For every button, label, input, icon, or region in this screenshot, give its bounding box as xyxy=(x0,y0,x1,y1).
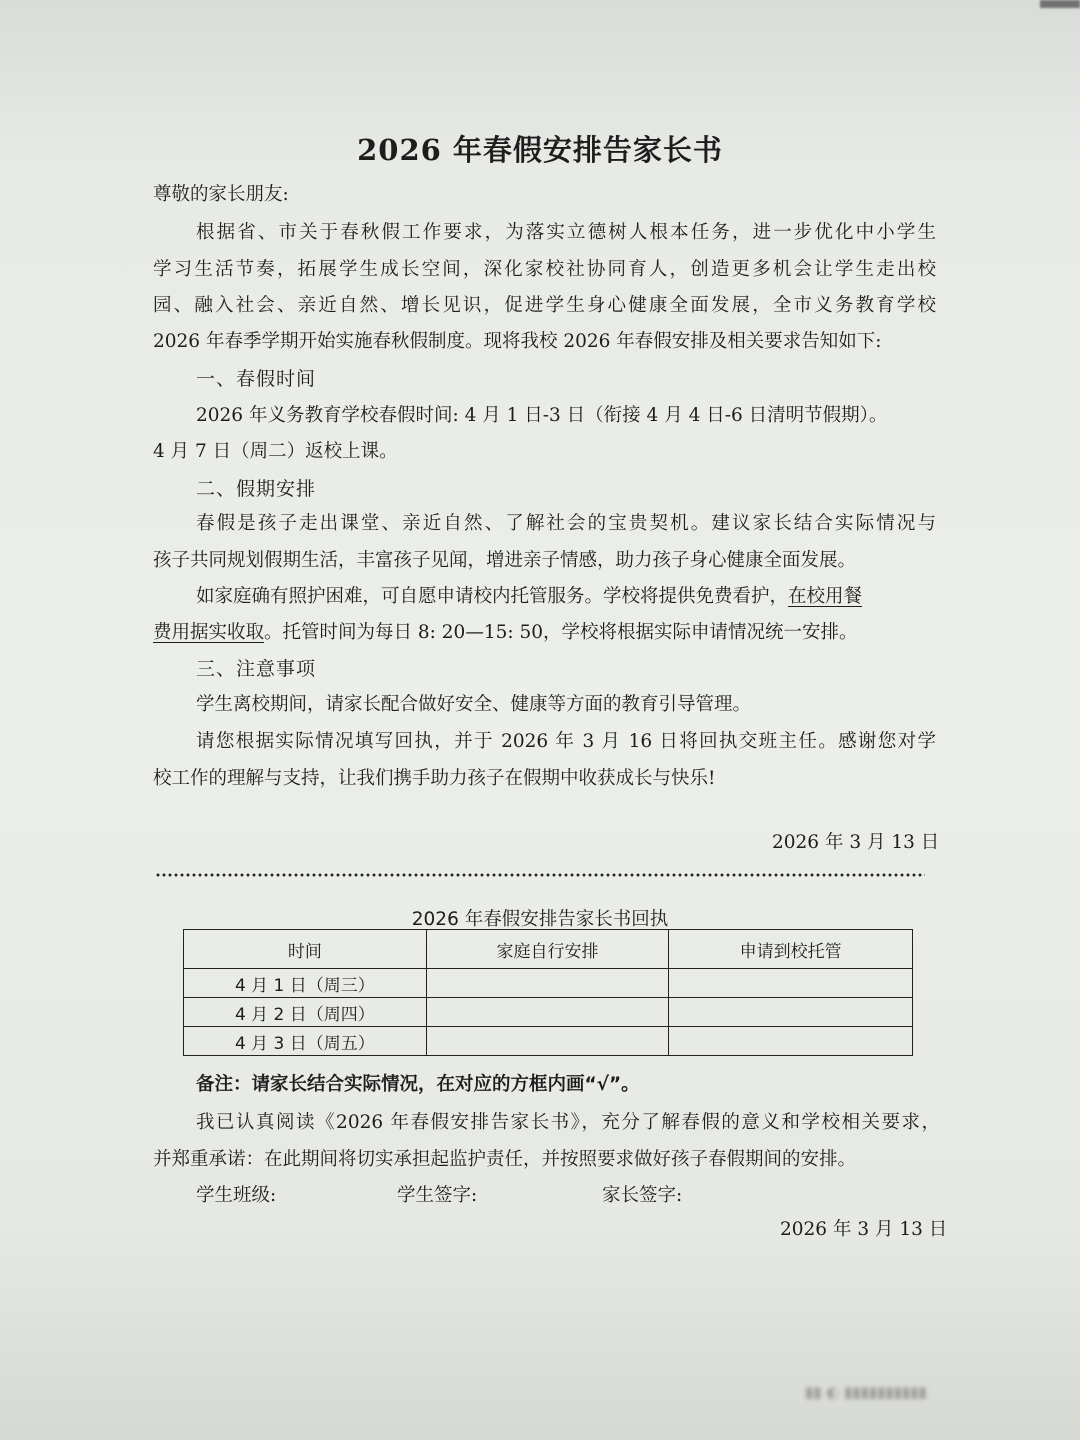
receipt-note: 备注：请家长结合实际情况，在对应的方框内画“√”。 xyxy=(196,1074,640,1095)
row-date: 4 月 1 日（周三） xyxy=(184,969,427,998)
family-arrange-checkbox[interactable] xyxy=(426,998,669,1027)
salutation: 尊敬的家长朋友: xyxy=(153,184,289,205)
parent-sign-label: 家长签字: xyxy=(602,1185,683,1206)
tear-off-dotted-line xyxy=(155,873,925,877)
letter-date: 2026 年 3 月 13 日 xyxy=(772,832,940,853)
pledge-line-2: 并郑重承诺：在此期间将切实承担起监护责任，并按照要求做好孩子春假期间的安排。 xyxy=(153,1149,857,1170)
intro-line-3: 园、融入社会、亲近自然、增长见识，促进学生身心健康全面发展，全市义务教育学校 xyxy=(153,295,936,316)
table-row xyxy=(184,998,913,1027)
receipt-table xyxy=(183,929,913,1056)
section2-line-1: 春假是孩子走出课堂、亲近自然、了解社会的宝贵契机。建议家长结合实际情况与 xyxy=(196,513,936,534)
intro-line-4: 2026 年春季学期开始实施春秋假制度。现将我校 2026 年春假安排及相关要求告知如下: xyxy=(153,331,882,352)
header-school-care: 申请到校托管 xyxy=(669,930,913,969)
document-title: 2026 年春假安排告家长书 xyxy=(357,133,723,167)
blurred-watermark: ▮▮ ◐ ▮▮▮▮▮▮▮▮▮▮ xyxy=(805,1383,927,1401)
family-arrange-checkbox[interactable] xyxy=(426,1027,669,1056)
care-underlined-a: 在校用餐 xyxy=(788,586,863,607)
table-row xyxy=(184,1027,913,1056)
section1-line-2: 4 月 7 日（周二）返校上课。 xyxy=(153,441,398,462)
school-care-checkbox[interactable] xyxy=(669,1027,913,1056)
school-care-checkbox[interactable] xyxy=(669,969,913,998)
section3-line-1: 学生离校期间，请家长配合做好安全、健康等方面的教育引导管理。 xyxy=(196,694,752,715)
section1-heading: 一、春假时间 xyxy=(196,368,317,390)
care-text-a: 如家庭确有照护困难，可自愿申请校内托管服务。学校将提供免费看护， xyxy=(196,586,789,607)
section2-care-line-2 xyxy=(153,624,858,643)
receipt-header-row xyxy=(184,930,913,969)
intro-line-2: 学习生活节奏，拓展学生成长空间，深化家校社协同育人，创造更多机会让学生走出校 xyxy=(153,259,936,280)
intro-line-1: 根据省、市关于春秋假工作要求，为落实立德树人根本任务，进一步优化中小学生 xyxy=(196,222,936,243)
section2-line-2: 孩子共同规划假期生活，丰富孩子见闻，增进亲子情感，助力孩子身心健康全面发展。 xyxy=(153,550,857,571)
receipt-date: 2026 年 3 月 13 日 xyxy=(780,1219,948,1240)
class-label: 学生班级: xyxy=(196,1185,277,1206)
receipt-title: 2026 年春假安排告家长书回执 xyxy=(411,909,669,930)
pledge-line-1: 我已认真阅读《2026 年春假安排告家长书》，充分了解春假的意义和学校相关要求， xyxy=(196,1112,940,1133)
row-date: 4 月 3 日（周五） xyxy=(184,1027,427,1056)
section2-heading: 二、假期安排 xyxy=(196,478,317,500)
page-corner-shadow xyxy=(1040,0,1080,8)
section3-heading: 三、注意事项 xyxy=(196,658,317,680)
section2-care-line-1 xyxy=(196,588,862,607)
header-family-arrange: 家庭自行安排 xyxy=(426,930,669,969)
section3-line-2: 请您根据实际情况填写回执，并于 2026 年 3 月 16 日将回执交班主任。感谢您对学 xyxy=(196,731,936,752)
school-care-checkbox[interactable] xyxy=(669,998,913,1027)
family-arrange-checkbox[interactable] xyxy=(426,969,669,998)
row-date: 4 月 2 日（周四） xyxy=(184,998,427,1027)
header-time: 时间 xyxy=(184,930,427,969)
section3-line-3: 校工作的理解与支持，让我们携手助力孩子在假期中收获成长与快乐! xyxy=(153,768,716,789)
care-underlined-b: 费用据实收取 xyxy=(153,622,265,643)
student-sign-label: 学生签字: xyxy=(397,1185,478,1206)
care-text-b: 。托管时间为每日 8: 20—15: 50，学校将根据实际申请情况统一安排。 xyxy=(264,622,858,643)
section1-line-1: 2026 年义务教育学校春假时间: 4 月 1 日-3 日（衔接 4 月 4 日-6 日清明节假期）。 xyxy=(196,405,888,426)
table-row xyxy=(184,969,913,998)
